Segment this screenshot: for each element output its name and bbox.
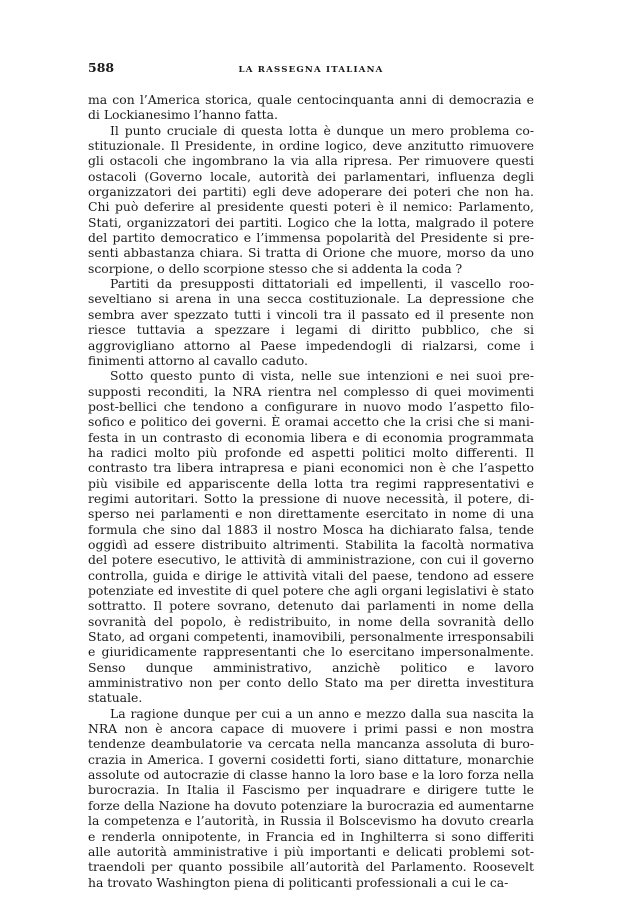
page-number: 588 [88,60,115,75]
document-page [88,60,534,890]
paragraph: Sotto questo punto di vista, nelle sue intenzioni e nei suoi presupposti reconditi, la NRA rientra nel complesso di quei movimenti post-bellici che tendono a configurare in nuovo modo l’aspetto filosofico e politico dei governi. È oramai accetto che la crisi che si manifesta in un contrasto di economia libera e di economia programmata ha radici molto più profonde ed aspetti politici molto differenti. Il contrasto tra libera intrapresa e piani economici non è che l’aspetto più visibile ed appariscente della lotta tra regimi rappresentativi e regimi autoritari. Sotto la pressione di nuove necessità, il potere, disperso nei parlamenti e non direttamente esercitato in nome di una formula che sino dal 1883 il nostro Mosca ha dichiarato falsa, tende oggidì ad essere distribuito altrimenti. Stabilita la facoltà normativa del potere esecutivo, le attività di amministrazione, con cui il governo controlla, guida e dirige le attività vitali del paese, tendono ad essere potenziate ed investite di quel potere che agli organi legislativi è stato sottratto. Il potere sovrano, detenuto dai parlamenti in nome della sovranità del popolo, è redistribuito, in nome della sovranità dello Stato, ad organi competenti, inamovibili, personalmente irresponsabili e giuridicamente rappresentanti che lo esercitano impersonalmente. Senso dunque amministrativo, anzichè politico e lavoro amministrativo non per conto dello Stato ma per diretta investitura statuale. [88,368,534,706]
paragraph: La ragione dunque per cui a un anno e mezzo dalla sua nascita la NRA non è ancora capace di muovere i primi passi e non mostra tendenze deambulatorie va cercata nella mancanza assoluta di burocrazia in America. I governi cosidetti forti, siano dittature, monarchie assolute od autocrazie di classe hanno la loro base e la loro forza nella burocrazia. In Italia il Fascismo per inquadrare e dirigere tutte le forze della Nazione ha dovuto potenziare la burocrazia ed aumentarne la competenza e l’autorità, in Russia il Bolscevismo ha dovuto crearla e renderla onnipotente, in Francia ed in Inghilterra si sono differiti alle autorità amministrative i più importanti e delicati problemi sottraendoli per quanto possibile all’autorità del Parlamento. Roosevelt ha trovato Washington piena di politicanti professionali a cui le ca- [88,705,534,890]
body-text [88,92,534,890]
running-title: LA RASSEGNA ITALIANA [238,65,384,75]
paragraph: Il punto cruciale di questa lotta è dunque un mero problema costituzionale. Il Presidente, in ordine logico, deve anzitutto rimuovere gli ostacoli che ingombrano la via alla ripresa. Per rimuovere questi ostacoli (Governo locale, autorità dei parlamentari, influenza degli organizzatori dei partiti) egli deve adoperare dei poteri che non ha. Chi può deferire al presidente questi poteri è il nemico: Parlamento, Stati, organizzatori dei partiti. Logico che la lotta, malgrado il potere del partito democratico e l’immensa popolarità del Presidente si presenti abbastanza chiara. Si tratta di Orione che muore, morso da uno scorpione, o dello scorpione stesso che si addenta la coda ? [88,122,534,276]
paragraph-continuation: ma con l’America storica, quale centocinquanta anni di democrazia e di Lockianesimo l’hanno fatta. [88,92,534,123]
page-header [88,60,534,82]
paragraph: Partiti da presupposti dittatoriali ed impellenti, il vascello rooseveltiano si arena in una secca costituzionale. La depressione che sembra aver spezzato tutti i vincoli tra il passato ed il presente non riesce tuttavia a spezzare i legami di diritto pubblico, che si aggrovigliano attorno al Paese impedendogli di rialzarsi, come i finimenti attorno al cavallo caduto. [88,276,534,368]
